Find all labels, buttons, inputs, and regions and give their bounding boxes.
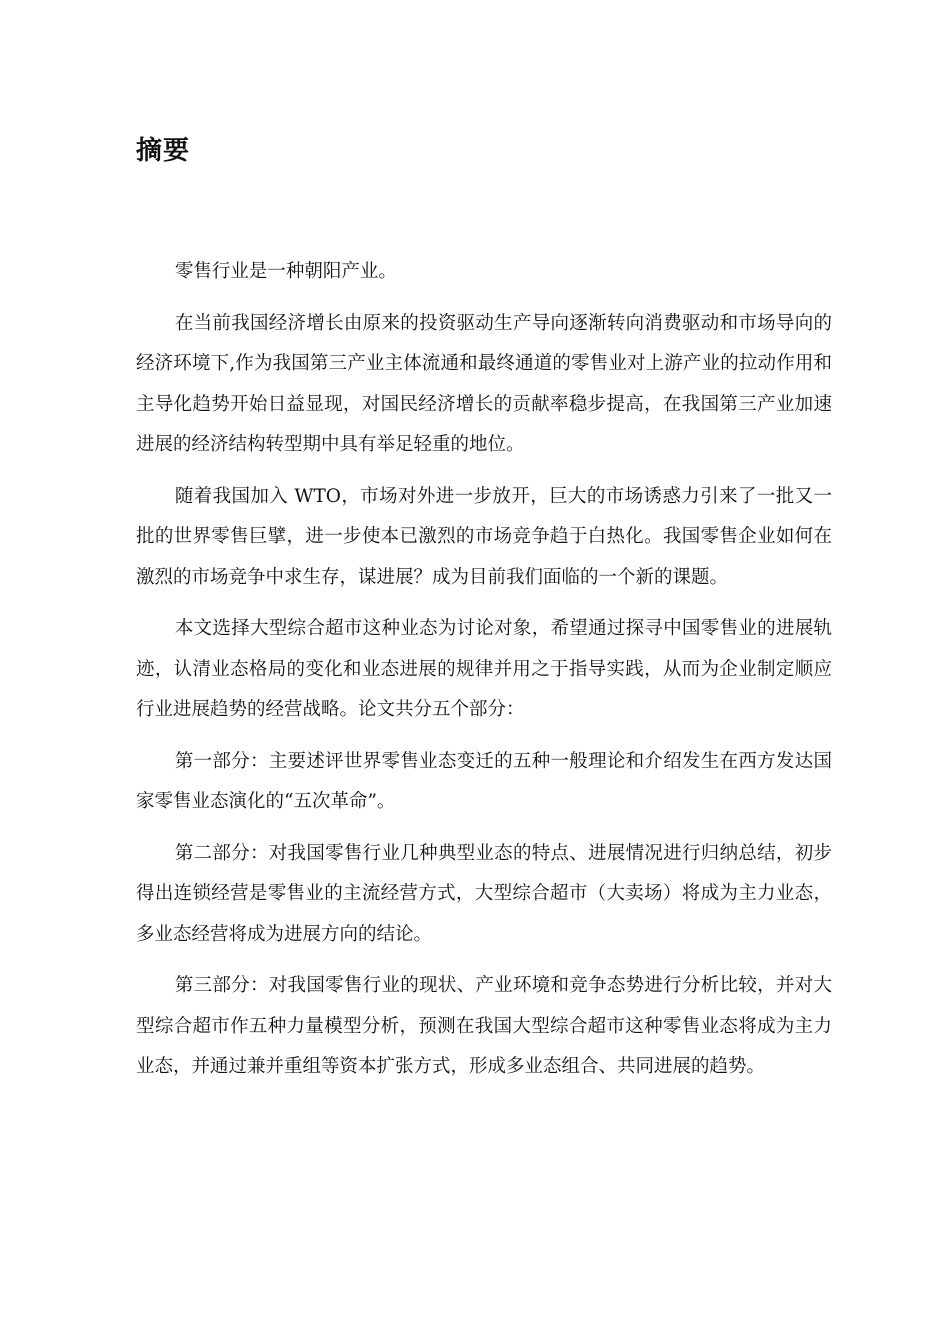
- paragraph-5: 第一部分：主要述评世界零售业态变迁的五种一般理论和介绍发生在西方发达国家零售业态演化的“五次革命”。: [136, 750, 832, 812]
- paragraph-1: 零售行业是一种朝阳产业。: [174, 261, 397, 282]
- paragraph-6: 第二部分：对我国零售行业几种典型业态的特点、进展情况进行归纳总结，初步得出连锁经营是零售业的主流经营方式，大型综合超市（大卖场）将成为主力业态，多业态经营将成为进展方向的结论。: [136, 842, 832, 945]
- page-title: 摘要: [136, 136, 191, 166]
- paragraph-2: 在当前我国经济增长由原来的投资驱动生产导向逐渐转向消费驱动和市场导向的经济环境下,作为我国第三产业主体流通和最终通道的零售业对上游产业的拉动作用和主导化趋势开始日益显现，对国民经济增长的贡献率稳步提高，在我国第三产业加速进展的经济结构转型期中具有举足轻重的地位。: [136, 312, 832, 455]
- paragraph-7: 第三部分：对我国零售行业的现状、产业环境和竞争态势进行分析比较，并对大型综合超市作五种力量模型分析，预测在我国大型综合超市这种零售业态将成为主力业态，并通过兼并重组等资本扩张方式，形成多业态组合、共同进展的趋势。: [136, 975, 832, 1077]
- paragraph-4: 本文选择大型综合超市这种业态为讨论对象，希望通过探寻中国零售业的进展轨迹，认清业态格局的变化和业态进展的规律并用之于指导实践，从而为企业制定顺应行业进展趋势的经营战略。论文共分五个部分：: [136, 618, 832, 720]
- abstract-body: [136, 252, 832, 1099]
- paragraph-3: 随着我国加入 WTO，市场对外进一步放开，巨大的市场诱惑力引来了一批又一批的世界零售巨擘，进一步使本已激烈的市场竞争趋于白热化。我国零售企业如何在激烈的市场竞争中求生存，谋进展？成为目前我们面临的一个新的课题。: [136, 485, 832, 588]
